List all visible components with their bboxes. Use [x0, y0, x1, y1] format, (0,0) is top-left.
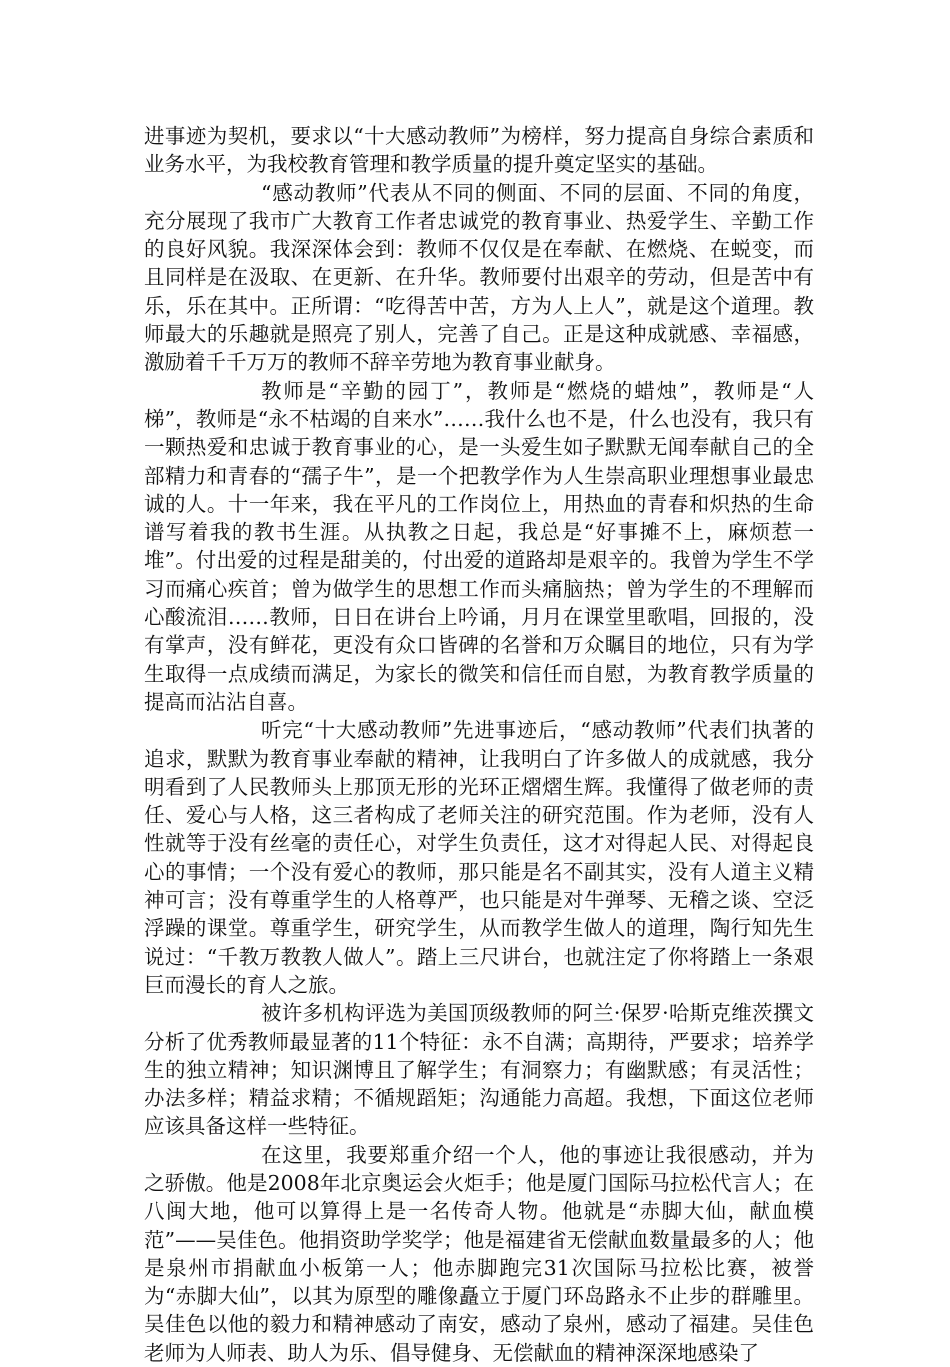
paragraph-3: 教师是“辛勤的园丁”，教师是“燃烧的蜡烛”，教师是“人梯”，教师是“永不枯竭的自来水”……我什么也不是，什么也没有，我只有一颗热爱和忠诚于教育事业的心，是一头爱生如子默默无闻奉献自己的全部精力和青春的“孺子牛”，是一个把教学作为人生崇高职业理想事业最忠诚的人。十一年来，我在平凡的工作岗位上，用热血的青春和炽热的生命谱写着我的教书生涯。从执教之日起，我总是“好事摊不上，麻烦惹一堆”。付出爱的过程是甜美的，付出爱的道路却是艰辛的。我曾为学生不学习而痛心疾首；曾为做学生的思想工作而头痛脑热；曾为学生的不理解而心酸流泪……教师，日日在讲台上吟诵，月月在课堂里歌唱，回报的，没有掌声，没有鲜花，更没有众口皆碑的名誉和万众瞩目的地位，只有为学生取得一点成绩而满足，为家长的微笑和信任而自慰，为教育教学质量的提高而沾沾自喜。: [144, 378, 814, 714]
paragraph-2: “感动教师”代表从不同的侧面、不同的层面、不同的角度，充分展现了我市广大教育工作者忠诚党的教育事业、热爱学生、辛勤工作的良好风貌。我深深体会到：教师不仅仅是在奉献、在燃烧、在蜕变，而且同样是在汲取、在更新、在升华。教师要付出艰辛的劳动，但是苦中有乐，乐在其中。正所谓：“吃得苦中苦，方为人上人”，就是这个道理。教师最大的乐趣就是照亮了别人，完善了自己。正是这种成就感、幸福感，激励着千千万万的教师不辞辛劳地为教育事业献身。: [144, 180, 814, 375]
paragraph-6: 在这里，我要郑重介绍一个人，他的事迹让我很感动，并为之骄傲。他是2008年北京奥运会火炬手；他是厦门国际马拉松代言人；在八闽大地，他可以算得上是一名传奇人物。他就是“赤脚大仙，献血模范”——吴佳色。他捐资助学奖学；他是福建省无偿献血数量最多的人；他是泉州市捐献血小板第一人；他赤脚跑完31次国际马拉松比赛，被誉为“赤脚大仙”，以其为原型的雕像矗立于厦门环岛路永不止步的群雕里。吴佳色以他的毅力和精神感动了南安，感动了泉州，感动了福建。吴佳色老师为人师表、助人为乐、倡导健身、无偿献血的精神深深地感染了: [144, 1142, 814, 1365]
paragraph-1: 进事迹为契机，要求以“十大感动教师”为榜样，努力提高自身综合素质和业务水平，为我校教育管理和教学质量的提升奠定坚实的基础。: [144, 124, 814, 177]
paragraph-4: 听完“十大感动教师”先进事迹后，“感动教师”代表们执著的追求，默默为教育事业奉献的精神，让我明白了许多做人的成就感，我分明看到了人民教师头上那顶无形的光环正熠熠生辉。我懂得了做老师的责任、爱心与人格，这三者构成了老师关注的研究范围。作为老师，没有人性就等于没有丝毫的责任心，对学生负责任，这才对得起人民、对得起良心的事情；一个没有爱心的教师，那只能是名不副其实，没有人道主义精神可言；没有尊重学生的人格尊严，也只能是对牛弹琴、无稽之谈、空泛浮躁的课堂。尊重学生，研究学生，从而教学生做人的道理，陶行知先生说过：“千教万教教人做人”。踏上三尺讲台，也就注定了你将踏上一条艰巨而漫长的育人之旅。: [144, 718, 814, 997]
document-body: [144, 122, 814, 1367]
paragraph-5: 被许多机构评选为美国顶级教师的阿兰·保罗·哈斯克维茨撰文分析了优秀教师最显著的11个特征：永不自满；高期待，严要求；培养学生的独立精神；知识渊博且了解学生；有洞察力；有幽默感；有灵活性；办法多样；精益求精；不循规蹈矩；沟通能力高超。我想，下面这位老师应该具备这样一些特征。: [144, 1001, 814, 1139]
